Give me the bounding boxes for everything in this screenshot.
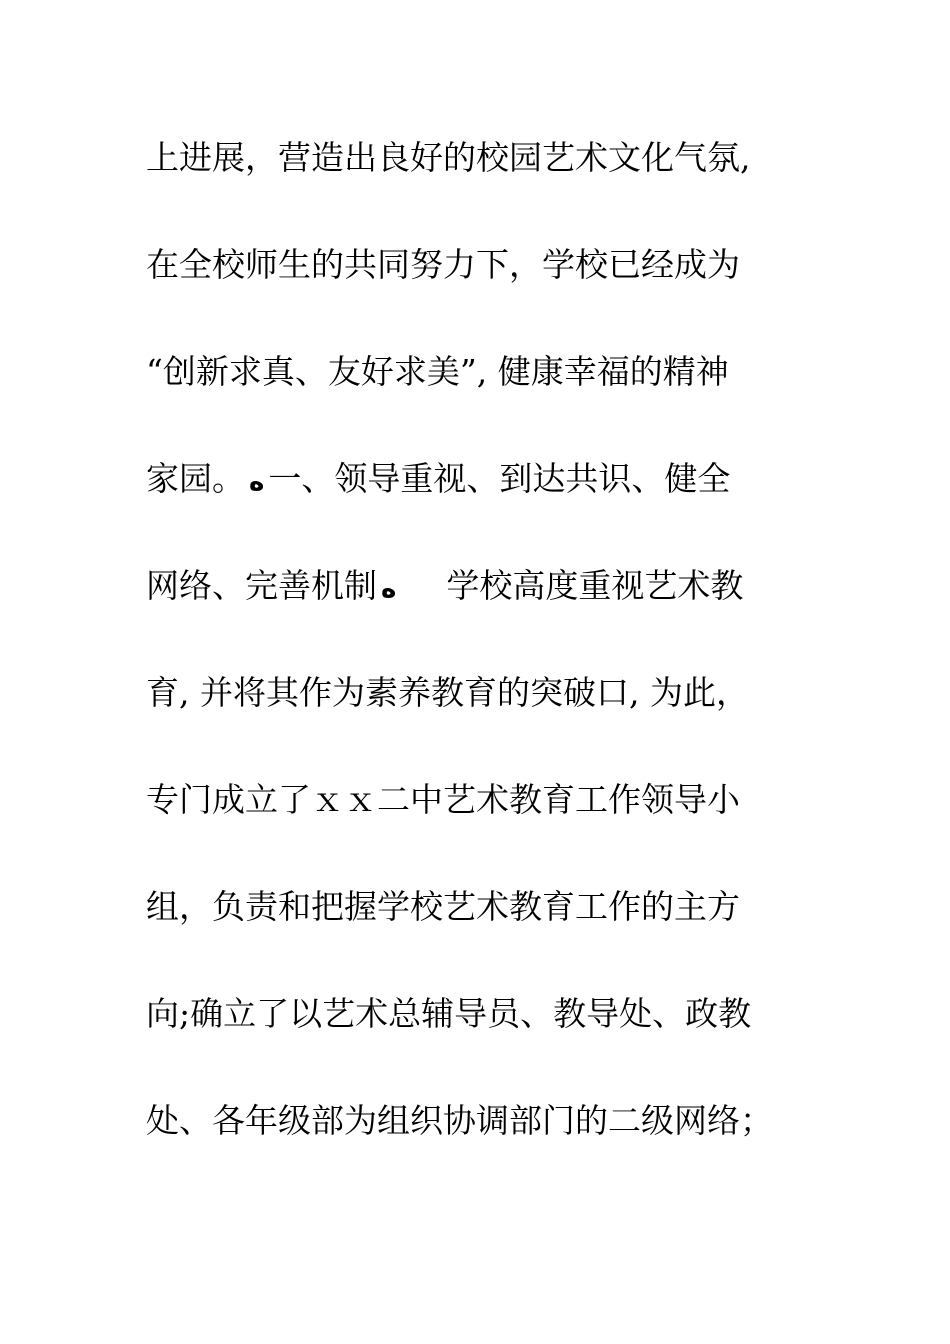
text-line-2: 在全校师生的共同努力下，学校已经成为: [146, 245, 740, 284]
text-segment: 学校高度重视艺术教: [446, 566, 744, 605]
text-segment: 网络、完善机制: [146, 566, 377, 605]
text-line-3: “创新求真、友好求美”, 健康幸福的精神: [146, 352, 729, 391]
text-line-8: 组，负责和把握学校艺术教育工作的主方: [146, 887, 740, 926]
text-line-6: 育, 并将其作为素养教育的突破口, 为此，: [146, 673, 749, 712]
text-segment: 一、领导重视、到达共识、健全: [268, 459, 731, 498]
bullet-symbol: ﻩ: [381, 574, 397, 604]
text-line-5: [146, 553, 806, 660]
text-line-1: 上进展，营造出良好的校园艺术文化气氛,: [146, 138, 751, 177]
body-text: [146, 125, 806, 1195]
text-line-7: 专门成立了ｘｘ二中艺术教育工作领导小: [146, 780, 740, 819]
text-segment: 家园。: [146, 459, 245, 498]
text-line-10: 处、各年级部为组织协调部门的二级网络；: [146, 1101, 773, 1140]
bullet-symbol: ﻩ: [249, 467, 265, 497]
text-line-9: 向;确立了以艺术总辅导员、教导处、政教: [146, 994, 752, 1033]
text-line-4: [146, 446, 806, 553]
